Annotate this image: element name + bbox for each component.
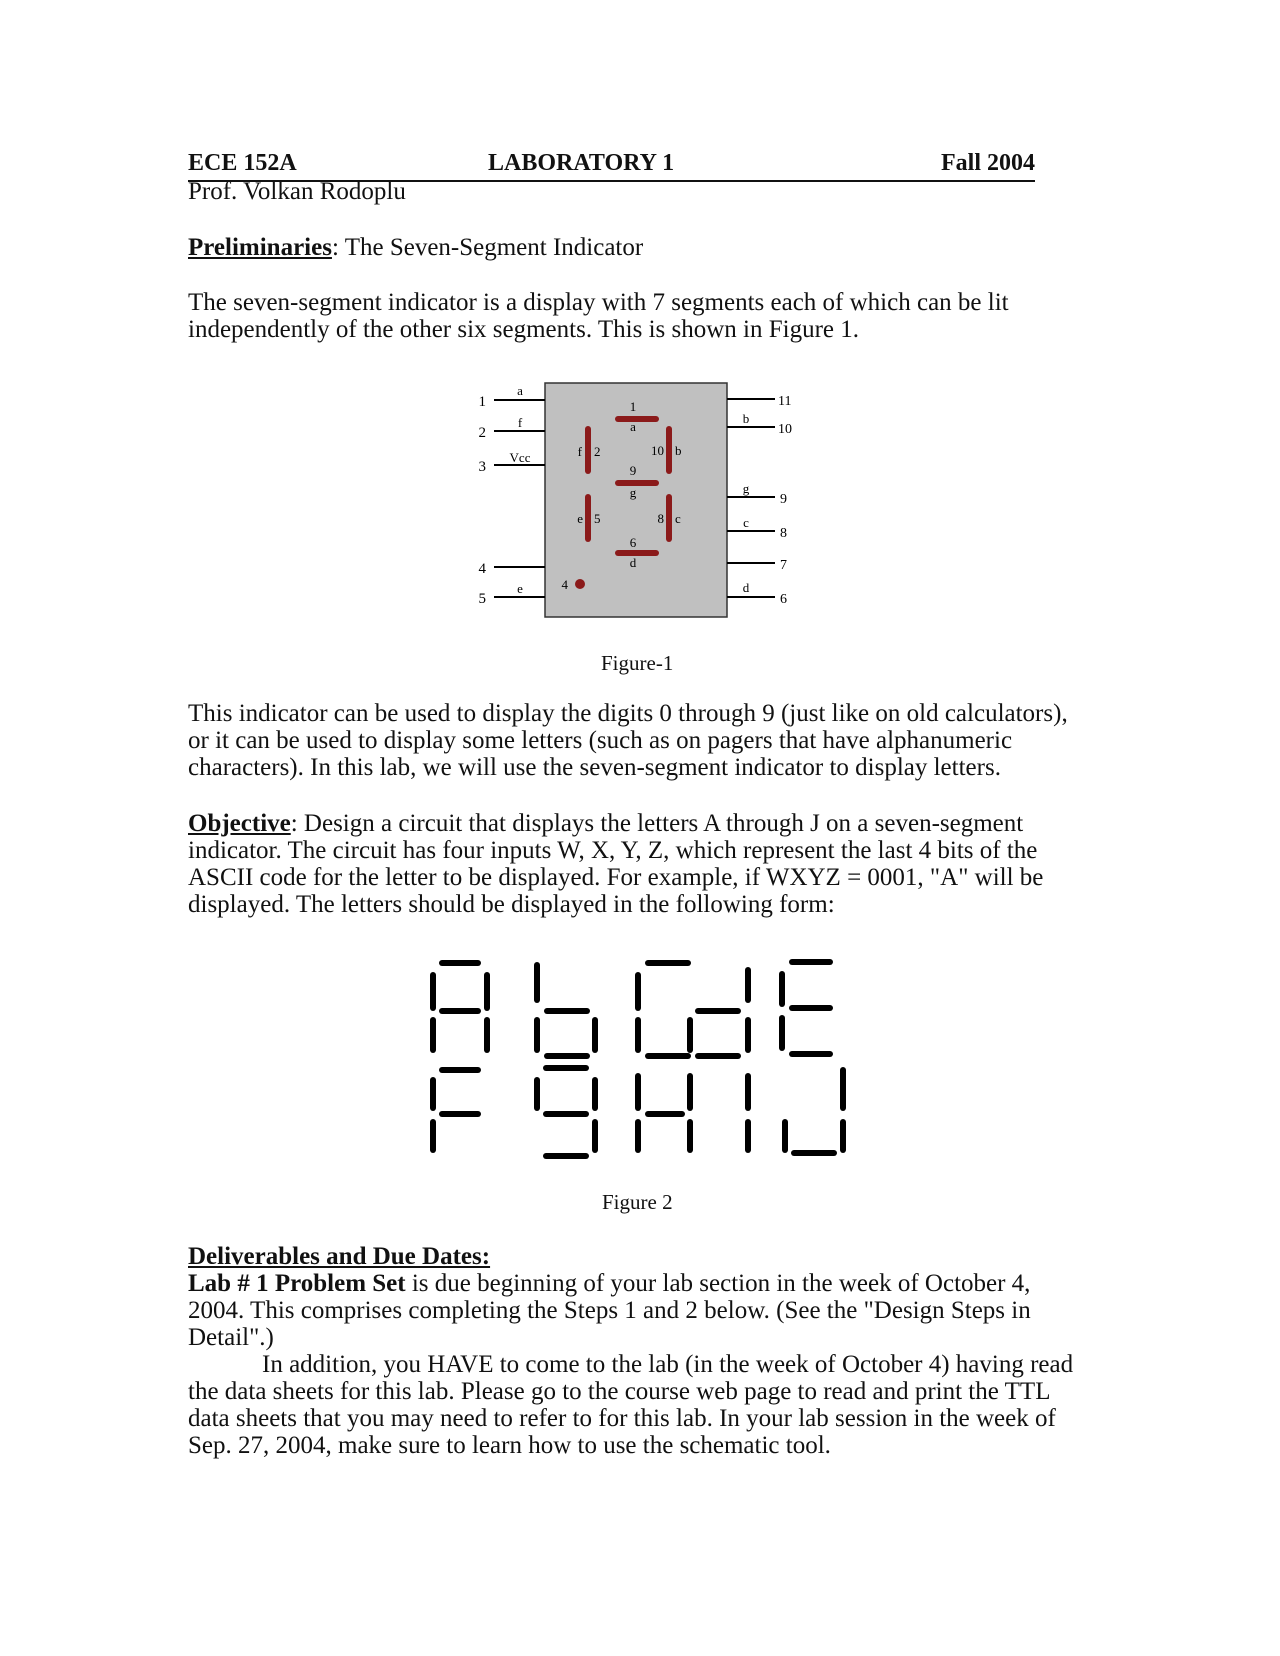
preliminaries-heading: Preliminaries (188, 234, 332, 261)
lab-title: LABORATORY 1 (488, 150, 675, 176)
preliminaries-subtitle: : The Seven-Segment Indicator (331, 234, 644, 261)
para2-line-1: This indicator can be used to display the digits 0 through 9 (just like on old calculators), (188, 700, 1068, 727)
preliminaries-heading-line (188, 234, 643, 261)
objective-heading: Objective (188, 810, 291, 837)
objective-line-1-text: : Design a circuit that displays the letters A through J on a seven-segment (290, 810, 1024, 837)
seg-label-bot-num: 6 (629, 535, 637, 550)
figure-1-diagram (470, 375, 810, 625)
figure-1-caption: Figure-1 (601, 651, 674, 675)
seg-label-f-letter: f (577, 444, 582, 459)
letter-E-glyph (782, 962, 830, 1054)
seg-label-c-num: 8 (657, 511, 664, 526)
figure-2-caption: Figure 2 (602, 1190, 673, 1214)
pin-num-2: 2 (478, 425, 486, 441)
pin-label-vcc: Vcc (509, 450, 531, 465)
letter-H-glyph (638, 1076, 690, 1150)
deliverables-line-2: 2004. This comprises completing the Steps 1 and 2 below. (See the "Design Steps in (188, 1297, 1031, 1324)
deliverables-line-1-text: is due beginning of your lab section in the week of October 4, (405, 1270, 1031, 1297)
deliverables-line-6: data sheets that you may need to refer to for this lab. In your lab session in the week of (188, 1405, 1056, 1432)
letter-F-glyph (433, 1070, 478, 1150)
pin-num-1: 1 (478, 394, 486, 410)
pin-num-8: 8 (780, 526, 787, 541)
letter-b-glyph (537, 965, 595, 1056)
pin-num-7: 7 (780, 558, 787, 573)
objective-line-4: displayed. The letters should be displayed in the following form: (188, 891, 835, 918)
problem-set-label: Lab # 1 Problem Set (188, 1270, 406, 1297)
course-code: ECE 152A (188, 150, 297, 176)
pin-num-5: 5 (478, 591, 486, 607)
pin-label-b: b (742, 411, 750, 426)
pin-label-e: e (517, 581, 523, 596)
seg-label-bot-letter: d (629, 555, 637, 570)
seg-label-mid-num: 9 (629, 463, 637, 478)
pin-num-6: 6 (780, 592, 787, 607)
seg-label-top-num: 1 (629, 399, 637, 414)
seg-label-e-num: 5 (594, 511, 601, 526)
professor: Prof. Volkan Rodoplu (188, 178, 406, 205)
seg-label-b-letter: b (675, 443, 682, 458)
term: Fall 2004 (941, 150, 1035, 176)
para2-line-2: or it can be used to display some letters (such as on pagers that have alphanumeric (188, 727, 1013, 754)
letter-d-glyph (690, 970, 748, 1056)
objective-line-2: indicator. The circuit has four inputs W, X, Y, Z, which represent the last 4 bits of the (188, 837, 1038, 864)
seg-label-dot-num: 4 (561, 577, 568, 592)
deliverables-line-7: Sep. 27, 2004, make sure to learn how to use the schematic tool. (188, 1432, 831, 1459)
pin-num-10: 10 (778, 422, 792, 437)
letter-A-glyph (433, 963, 487, 1050)
deliverables-heading: Deliverables and Due Dates: (188, 1243, 491, 1270)
pin-num-11: 11 (778, 394, 792, 409)
deliverables-line-3: Detail".) (188, 1324, 274, 1351)
prelim-line-2: independently of the other six segments. This is shown in Figure 1. (188, 316, 859, 343)
figure-2-letters (420, 950, 880, 1180)
letter-J-glyph (785, 1070, 843, 1153)
objective-line-1 (188, 810, 1023, 837)
pin-num-3: 3 (478, 459, 486, 475)
pin-label-c: c (743, 515, 749, 530)
pin-num-4: 4 (478, 561, 486, 577)
letter-C-glyph (638, 963, 688, 1056)
pin-label-f: f (517, 415, 523, 430)
deliverables-line-4: In addition, you HAVE to come to the lab (in the week of October 4) having read (262, 1351, 1074, 1378)
letter-g-glyph (537, 1068, 595, 1156)
seg-label-top-letter: a (630, 419, 636, 434)
seg-label-c-letter: c (675, 511, 681, 526)
pin-label-d: d (742, 580, 750, 595)
pin-label-g: g (742, 481, 750, 496)
seg-label-f-num: 2 (594, 444, 601, 459)
seg-label-e-letter: e (577, 511, 583, 526)
decimal-point (575, 579, 585, 589)
objective-line-3: ASCII code for the letter to be displayed. For example, if WXYZ = 0001, "A" will be (188, 864, 1044, 891)
pin-label-a: a (517, 383, 523, 398)
seg-label-b-num: 10 (651, 443, 664, 458)
pin-num-9: 9 (780, 492, 787, 507)
para2-line-3: characters). In this lab, we will use the seven-segment indicator to display letters. (188, 754, 1001, 781)
deliverables-line-5: the data sheets for this lab. Please go to the course web page to read and print the TTL (188, 1378, 1051, 1405)
seg-label-mid-letter: g (629, 485, 637, 500)
deliverables-line-1 (188, 1270, 1030, 1297)
prelim-line-1: The seven-segment indicator is a display with 7 segments each of which can be lit (188, 289, 1009, 316)
